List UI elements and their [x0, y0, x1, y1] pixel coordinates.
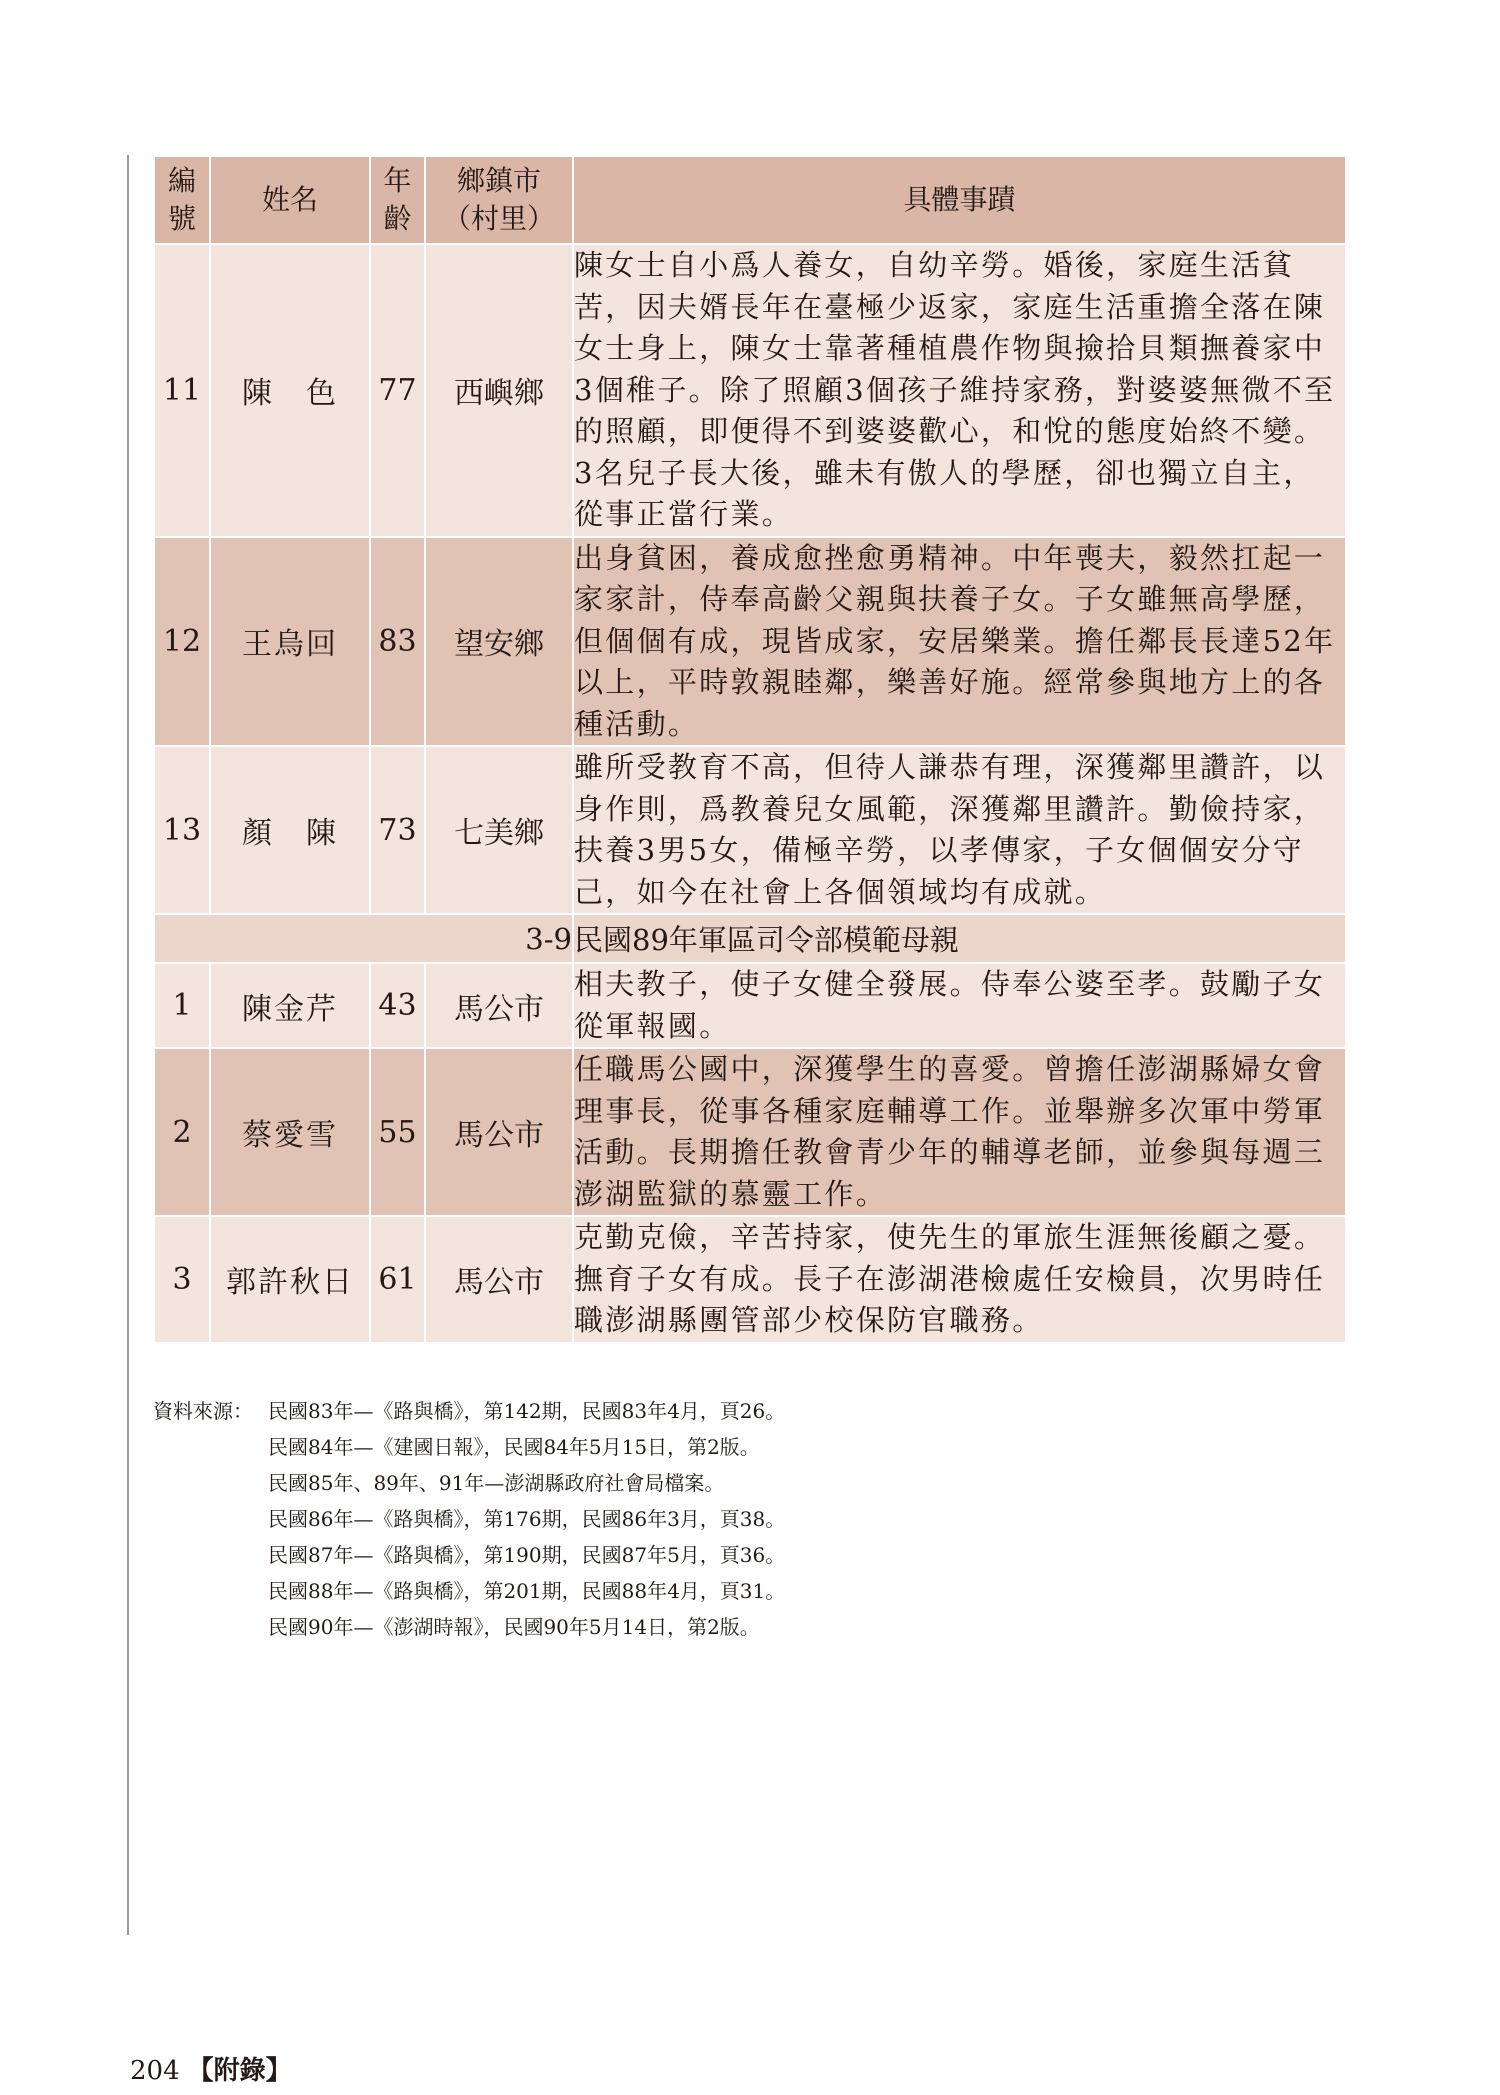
source-line: 民國84年—《建國日報》，民國84年5月15日，第2版。	[268, 1435, 760, 1459]
header-number: 編 號	[154, 156, 210, 244]
margin-rule	[127, 155, 129, 1935]
source-line: 民國87年—《路與橋》，第190期，民國87年5月，頁36。	[268, 1543, 786, 1567]
row-town: 七美鄉	[425, 746, 573, 914]
row-deeds: 雖所受教育不高，但待人謙恭有理，深獲鄰里讚許，以身作則，爲教養兒女風範，深獲鄰里讚許。勤儉持家，扶養3男5女，備極辛勞，以孝傳家，子女個個安分守己，如今在社會上各個領域均有成就。	[573, 746, 1346, 914]
section-header-row	[154, 914, 1346, 963]
source-notes	[153, 1393, 1345, 1645]
row-deeds: 陳女士自小爲人養女，自幼辛勞。婚後，家庭生活貧苦，因夫婿長年在臺極少返家，家庭生活重擔全落在陳女士身上，陳女士靠著種植農作物與撿拾貝類撫養家中3個稚子。除了照顧3個孩子維持家務，對婆婆無微不至的照顧，即便得不到婆婆歡心，和悅的態度始終不變。3名兒子長大後，雖未有傲人的學歷，卻也獨立自主，從事正當行業。	[573, 244, 1346, 537]
row-name: 蔡愛雪	[210, 1048, 370, 1216]
row-town: 西嶼鄉	[425, 244, 573, 537]
row-age: 83	[370, 537, 425, 747]
row-age: 43	[370, 963, 425, 1048]
header-deeds: 具體事蹟	[573, 156, 1346, 244]
source-line: 民國86年—《路與橋》，第176期，民國86年3月，頁38。	[268, 1507, 786, 1531]
row-deeds: 相夫教子，使子女健全發展。侍奉公婆至孝。鼓勵子女從軍報國。	[573, 963, 1346, 1048]
source-line: 資料來源： 民國83年—《路與橋》，第142期，民國83年4月，頁26。	[153, 1393, 1345, 1429]
row-number: 12	[154, 537, 210, 747]
table-row	[154, 1216, 1346, 1343]
row-town: 馬公市	[425, 963, 573, 1048]
row-town: 馬公市	[425, 1216, 573, 1343]
table-row	[154, 1048, 1346, 1216]
row-town: 望安鄉	[425, 537, 573, 747]
row-age: 55	[370, 1048, 425, 1216]
header-age: 年 齡	[370, 156, 425, 244]
row-deeds: 任職馬公國中，深獲學生的喜愛。曾擔任澎湖縣婦女會理事長，從事各種家庭輔導工作。並舉辦多次軍中勞軍活動。長期擔任教會青少年的輔導老師，並參與每週三澎湖監獄的慕靈工作。	[573, 1048, 1346, 1216]
row-deeds: 克勤克儉，辛苦持家，使先生的軍旅生涯無後顧之憂。撫育子女有成。長子在澎湖港檢處任安檢員，次男時任職澎湖縣團管部少校保防官職務。	[573, 1216, 1346, 1343]
source-line: 民國85年、89年、91年—澎湖縣政府社會局檔案。	[268, 1471, 725, 1495]
table-row	[154, 537, 1346, 747]
section-label: 【附錄】	[187, 2056, 292, 2086]
row-number: 11	[154, 244, 210, 537]
row-number: 3	[154, 1216, 210, 1343]
source-line: 民國88年—《路與橋》，第201期，民國88年4月，頁31。	[268, 1579, 786, 1603]
table-header-row	[154, 156, 1346, 244]
page-footer	[130, 2050, 292, 2087]
row-age: 61	[370, 1216, 425, 1343]
row-number: 2	[154, 1048, 210, 1216]
row-name: 顏 陳	[210, 746, 370, 914]
row-number: 13	[154, 746, 210, 914]
header-town: 鄉鎮市 （村里）	[425, 156, 573, 244]
row-age: 73	[370, 746, 425, 914]
section-title: 民國89年軍區司令部模範母親	[573, 914, 1346, 963]
table-row	[154, 963, 1346, 1048]
row-name: 郭許秋日	[210, 1216, 370, 1343]
model-mothers-table	[153, 155, 1347, 1344]
row-name: 王烏回	[210, 537, 370, 747]
header-name: 姓名	[210, 156, 370, 244]
page-number: 204	[130, 2056, 180, 2086]
table-row	[154, 746, 1346, 914]
row-age: 77	[370, 244, 425, 537]
row-number: 1	[154, 963, 210, 1048]
row-name: 陳 色	[210, 244, 370, 537]
source-label: 資料來源：	[153, 1399, 253, 1423]
table-row	[154, 244, 1346, 537]
row-deeds: 出身貧困，養成愈挫愈勇精神。中年喪夫，毅然扛起一家家計，侍奉高齡父親與扶養子女。子女雖無高學歷，但個個有成，現皆成家，安居樂業。擔任鄰長長達52年以上，平時敦親睦鄰，樂善好施。經常參與地方上的各種活動。	[573, 537, 1346, 747]
source-line: 民國90年—《澎湖時報》，民國90年5月14日，第2版。	[268, 1615, 760, 1639]
section-number: 3-9	[154, 914, 573, 963]
row-name: 陳金芹	[210, 963, 370, 1048]
row-town: 馬公市	[425, 1048, 573, 1216]
